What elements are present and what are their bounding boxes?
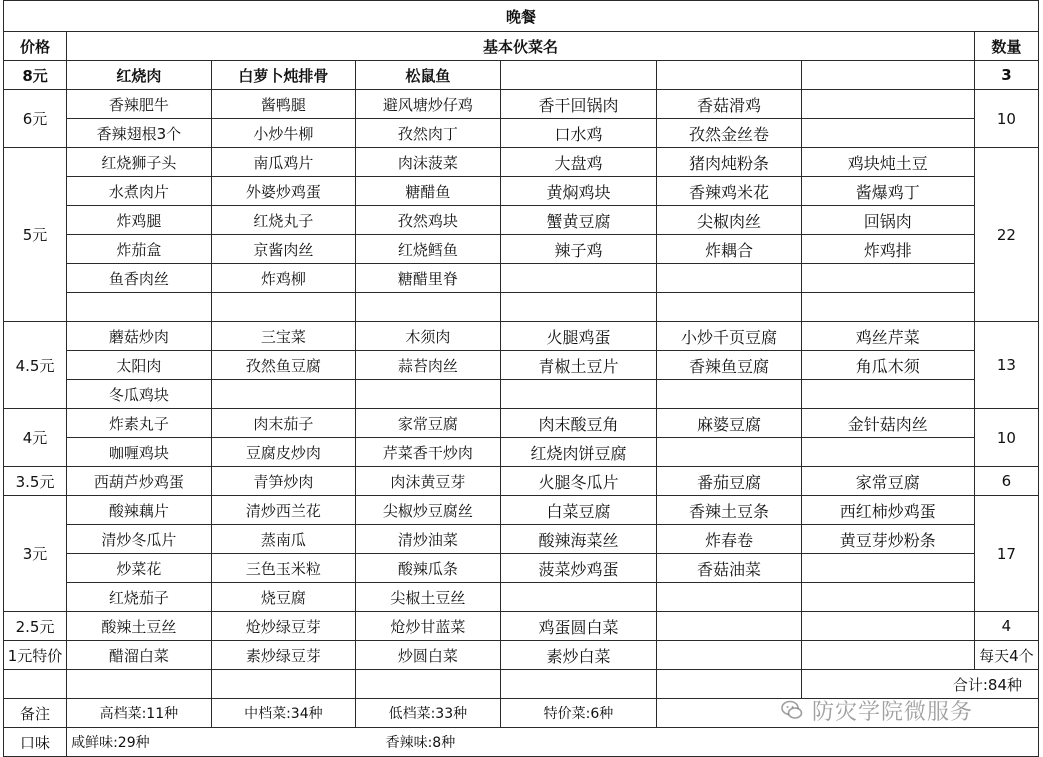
dish-cell: 小炒千页豆腐	[657, 322, 802, 351]
price-cell: 4元	[4, 409, 67, 467]
empty-cell	[801, 554, 974, 583]
empty-cell	[211, 380, 356, 409]
dish-cell: 炒圆白菜	[356, 641, 501, 670]
empty-cell	[211, 670, 356, 699]
empty-cell	[4, 670, 67, 699]
empty-cell	[801, 119, 974, 148]
menu-row	[4, 409, 1039, 438]
dish-cell: 炝炒甘蓝菜	[356, 612, 501, 641]
dish-cell: 京酱肉丝	[211, 235, 356, 264]
empty-cell	[500, 583, 657, 612]
empty-cell	[801, 293, 974, 322]
count-cell: 6	[974, 467, 1038, 496]
empty-cell	[356, 670, 501, 699]
dish-cell: 孜然鱼豆腐	[211, 351, 356, 380]
dish-cell: 肉末茄子	[211, 409, 356, 438]
price-cell: 3.5元	[4, 467, 67, 496]
dish-cell: 青笋炒肉	[211, 467, 356, 496]
dish-cell: 木须肉	[356, 322, 501, 351]
empty-cell	[657, 293, 802, 322]
menu-row	[4, 322, 1039, 351]
dish-cell: 猪肉炖粉条	[657, 148, 802, 177]
count-cell: 10	[974, 90, 1038, 148]
dish-cell: 香辣鱼豆腐	[657, 351, 802, 380]
menu-row	[4, 293, 1039, 322]
dish-cell: 尖椒肉丝	[657, 206, 802, 235]
menu-row	[4, 119, 1039, 148]
dish-cell: 西葫芦炒鸡蛋	[67, 467, 212, 496]
empty-cell	[801, 380, 974, 409]
empty-cell	[500, 380, 657, 409]
dish-cell: 番茄豆腐	[657, 467, 802, 496]
empty-cell	[801, 583, 974, 612]
dish-cell: 水煮肉片	[67, 177, 212, 206]
menu-row	[4, 612, 1039, 641]
dish-cell: 金针菇肉丝	[801, 409, 974, 438]
dish-cell: 黄焖鸡块	[500, 177, 657, 206]
dish-cell: 豆腐皮炒肉	[211, 438, 356, 467]
dish-cell: 尖椒炒豆腐丝	[356, 496, 501, 525]
dish-cell: 三宝菜	[211, 322, 356, 351]
dish-cell: 蒜苔肉丝	[356, 351, 501, 380]
dish-cell: 家常豆腐	[801, 467, 974, 496]
total-row	[4, 670, 1039, 699]
dish-cell: 白萝卜炖排骨	[211, 61, 356, 90]
dish-cell: 炝炒绿豆芽	[211, 612, 356, 641]
menu-row	[4, 90, 1039, 119]
notes-row	[4, 699, 1039, 728]
dish-cell: 炸素丸子	[67, 409, 212, 438]
notes-item: 中档菜:34种	[211, 699, 356, 728]
dish-cell: 香菇油菜	[657, 554, 802, 583]
dish-cell: 香辣肥牛	[67, 90, 212, 119]
empty-cell	[500, 61, 657, 90]
dish-cell: 香辣翅根3个	[67, 119, 212, 148]
dish-cell: 南瓜鸡片	[211, 148, 356, 177]
dish-cell: 尖椒土豆丝	[356, 583, 501, 612]
dish-cell: 孜然金丝卷	[657, 119, 802, 148]
menu-row	[4, 641, 1039, 670]
dish-cell: 鸡丝芹菜	[801, 322, 974, 351]
dish-cell: 酸辣瓜条	[356, 554, 501, 583]
dish-cell: 烧豆腐	[211, 583, 356, 612]
dish-cell: 白菜豆腐	[500, 496, 657, 525]
count-cell: 22	[974, 148, 1038, 322]
dish-cell: 芹菜香干炒肉	[356, 438, 501, 467]
dish-cell: 清炒油菜	[356, 525, 501, 554]
dish-cell: 口水鸡	[500, 119, 657, 148]
dish-cell: 西红柿炒鸡蛋	[801, 496, 974, 525]
dish-cell: 香菇滑鸡	[657, 90, 802, 119]
empty-cell	[657, 264, 802, 293]
total-cell: 合计:84种	[801, 670, 1038, 699]
dish-cell: 炸耦合	[657, 235, 802, 264]
dish-cell: 黄豆芽炒粉条	[801, 525, 974, 554]
menu-row	[4, 206, 1039, 235]
price-cell: 2.5元	[4, 612, 67, 641]
dish-cell: 鸡蛋圆白菜	[500, 612, 657, 641]
empty-cell	[801, 612, 974, 641]
dish-cell: 菠菜炒鸡蛋	[500, 554, 657, 583]
price-cell: 8元	[4, 61, 67, 90]
dish-cell: 香辣土豆条	[657, 496, 802, 525]
menu-row	[4, 148, 1039, 177]
dish-cell: 红烧肉	[67, 61, 212, 90]
notes-item: 高档菜:11种	[67, 699, 212, 728]
dish-cell: 醋溜白菜	[67, 641, 212, 670]
dish-cell: 鸡块炖土豆	[801, 148, 974, 177]
count-cell: 10	[974, 409, 1038, 467]
count-cell: 17	[974, 496, 1038, 612]
notes-item: 特价菜:6种	[500, 699, 657, 728]
dish-cell: 冬瓜鸡块	[67, 380, 212, 409]
empty-cell	[657, 641, 802, 670]
empty-cell	[801, 61, 974, 90]
dish-cell: 肉沫菠菜	[356, 148, 501, 177]
empty-cell	[500, 264, 657, 293]
dish-cell: 青椒土豆片	[500, 351, 657, 380]
dish-cell: 辣子鸡	[500, 235, 657, 264]
dish-cell: 红烧茄子	[67, 583, 212, 612]
dish-cell: 炸鸡腿	[67, 206, 212, 235]
taste-item: 香辣味:8种	[356, 728, 1039, 757]
dish-cell: 蘑菇炒肉	[67, 322, 212, 351]
dish-cell: 避风塘炒仔鸡	[356, 90, 501, 119]
price-cell: 4.5元	[4, 322, 67, 409]
dish-cell: 清炒西兰花	[211, 496, 356, 525]
empty-cell	[657, 699, 1039, 728]
dish-cell: 清炒冬瓜片	[67, 525, 212, 554]
dish-cell: 孜然鸡块	[356, 206, 501, 235]
dish-cell: 蟹黄豆腐	[500, 206, 657, 235]
taste-item: 咸鲜味:29种	[67, 728, 356, 757]
dish-cell: 角瓜木须	[801, 351, 974, 380]
dish-cell: 小炒牛柳	[211, 119, 356, 148]
empty-cell	[67, 293, 212, 322]
dish-cell: 松鼠鱼	[356, 61, 501, 90]
dish-cell: 素炒白菜	[500, 641, 657, 670]
count-cell: 4	[974, 612, 1038, 641]
menu-row	[4, 496, 1039, 525]
price-header: 价格	[4, 32, 67, 61]
dish-cell: 大盘鸡	[500, 148, 657, 177]
empty-cell	[657, 670, 802, 699]
menu-row	[4, 525, 1039, 554]
dish-cell: 红烧丸子	[211, 206, 356, 235]
menu-row	[4, 554, 1039, 583]
empty-cell	[657, 612, 802, 641]
count-cell: 3	[974, 61, 1038, 90]
dish-cell: 香干回锅肉	[500, 90, 657, 119]
dish-cell: 鱼香肉丝	[67, 264, 212, 293]
dish-cell: 糖醋鱼	[356, 177, 501, 206]
dinner-menu-table	[3, 0, 1039, 757]
dish-cell: 回锅肉	[801, 206, 974, 235]
menu-row	[4, 583, 1039, 612]
count-cell: 每天4个	[974, 641, 1038, 670]
dish-cell: 酱爆鸡丁	[801, 177, 974, 206]
empty-cell	[657, 380, 802, 409]
count-cell: 13	[974, 322, 1038, 409]
menu-row	[4, 61, 1039, 90]
dish-cell: 外婆炒鸡蛋	[211, 177, 356, 206]
menu-row	[4, 467, 1039, 496]
empty-cell	[500, 293, 657, 322]
dish-cell: 红烧肉饼豆腐	[500, 438, 657, 467]
dish-cell: 火腿冬瓜片	[500, 467, 657, 496]
empty-cell	[801, 264, 974, 293]
dish-cell: 香辣鸡米花	[657, 177, 802, 206]
dish-cell: 酸辣土豆丝	[67, 612, 212, 641]
dish-cell: 咖喱鸡块	[67, 438, 212, 467]
dish-cell: 蒸南瓜	[211, 525, 356, 554]
menu-row	[4, 380, 1039, 409]
dish-cell: 炸鸡柳	[211, 264, 356, 293]
dish-cell: 炸鸡排	[801, 235, 974, 264]
menu-title: 晚餐	[4, 1, 1039, 32]
notes-item: 低档菜:33种	[356, 699, 501, 728]
price-cell: 5元	[4, 148, 67, 322]
count-header: 数量	[974, 32, 1038, 61]
dish-cell: 炒菜花	[67, 554, 212, 583]
dishes-header: 基本伙菜名	[67, 32, 975, 61]
menu-row	[4, 177, 1039, 206]
empty-cell	[67, 670, 212, 699]
dish-cell: 炸茄盒	[67, 235, 212, 264]
empty-cell	[211, 293, 356, 322]
dish-cell: 酸辣藕片	[67, 496, 212, 525]
price-cell: 1元特价	[4, 641, 67, 670]
watermark-text: 防灾学院微服务	[812, 699, 974, 725]
dish-cell: 糖醋里脊	[356, 264, 501, 293]
price-cell: 6元	[4, 90, 67, 148]
taste-row	[4, 728, 1039, 757]
empty-cell	[356, 380, 501, 409]
empty-cell	[801, 641, 974, 670]
menu-row	[4, 351, 1039, 380]
price-cell: 3元	[4, 496, 67, 612]
taste-label: 口味	[4, 728, 67, 757]
dish-cell: 家常豆腐	[356, 409, 501, 438]
dish-cell: 麻婆豆腐	[657, 409, 802, 438]
dish-cell: 酸辣海菜丝	[500, 525, 657, 554]
notes-label: 备注	[4, 699, 67, 728]
empty-cell	[801, 90, 974, 119]
empty-cell	[801, 438, 974, 467]
dish-cell: 三色玉米粒	[211, 554, 356, 583]
empty-cell	[657, 583, 802, 612]
dish-cell: 红烧狮子头	[67, 148, 212, 177]
dish-cell: 太阳肉	[67, 351, 212, 380]
dish-cell: 红烧鳕鱼	[356, 235, 501, 264]
dish-cell: 素炒绿豆芽	[211, 641, 356, 670]
menu-row	[4, 438, 1039, 467]
menu-row	[4, 264, 1039, 293]
dish-cell: 肉沫黄豆芽	[356, 467, 501, 496]
empty-cell	[356, 293, 501, 322]
empty-cell	[657, 438, 802, 467]
menu-row	[4, 235, 1039, 264]
dish-cell: 酱鸭腿	[211, 90, 356, 119]
dish-cell: 孜然肉丁	[356, 119, 501, 148]
dish-cell: 炸春卷	[657, 525, 802, 554]
empty-cell	[657, 61, 802, 90]
empty-cell	[500, 670, 657, 699]
dish-cell: 火腿鸡蛋	[500, 322, 657, 351]
dish-cell: 肉末酸豆角	[500, 409, 657, 438]
